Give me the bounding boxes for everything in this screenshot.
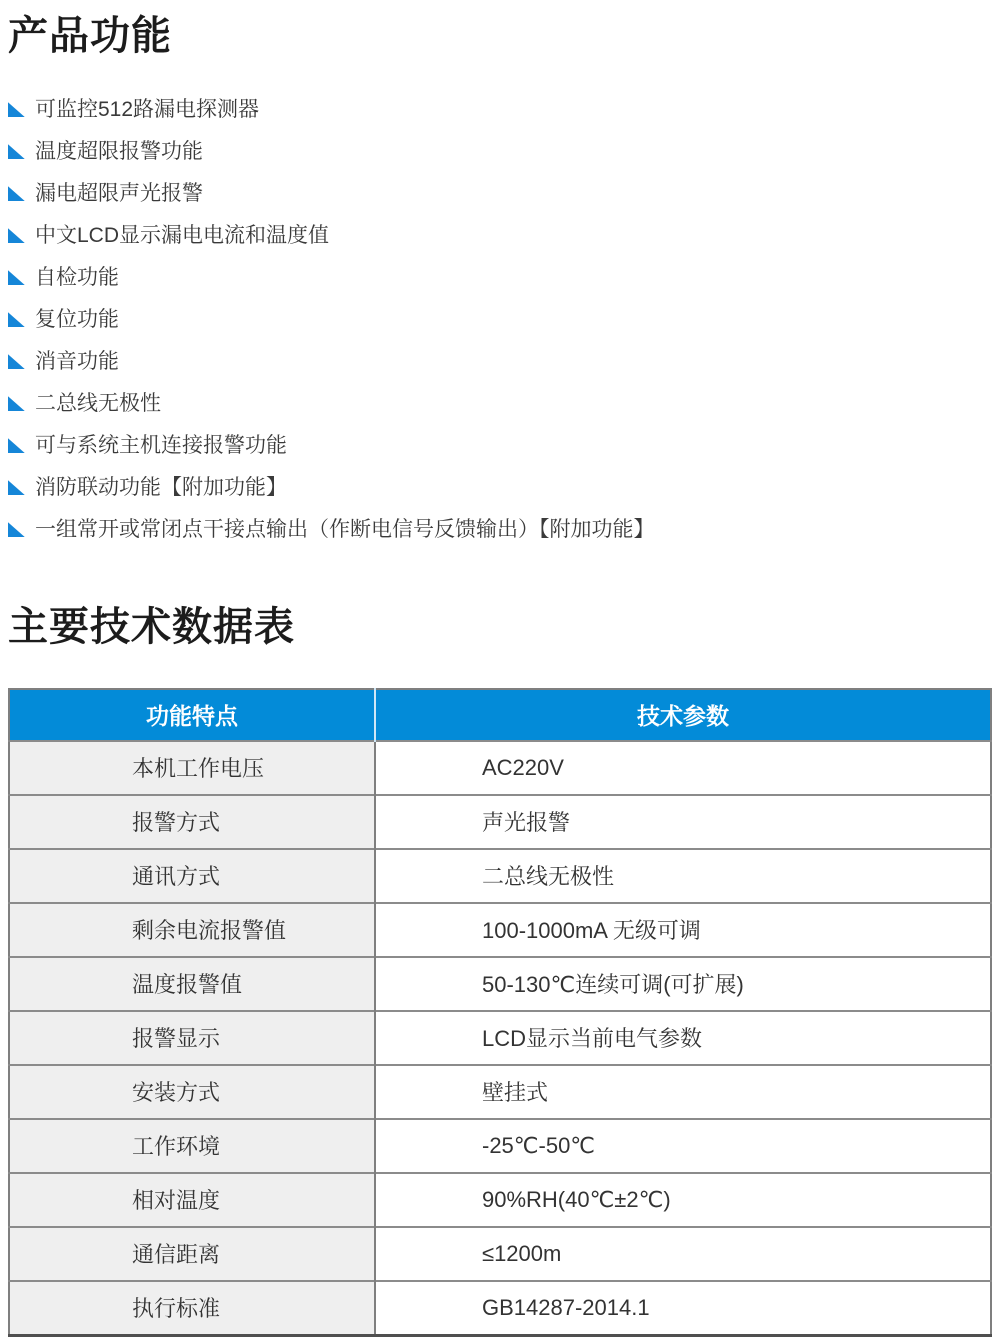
table-row	[9, 1281, 991, 1336]
spec-label: 通讯方式	[9, 849, 375, 903]
feature-item-label: 可与系统主机连接报警功能	[35, 433, 287, 457]
feature-item	[8, 423, 992, 465]
feature-item-label: 自检功能	[35, 265, 119, 289]
feature-item	[8, 339, 992, 381]
column-header-params: 技术参数	[375, 689, 991, 741]
feature-item	[8, 129, 992, 171]
section-title-product-functions: 产品功能	[8, 14, 172, 58]
triangle-bullet-icon	[8, 312, 25, 327]
feature-item-label: 一组常开或常闭点干接点输出（作断电信号反馈输出）【附加功能】	[35, 517, 655, 541]
triangle-bullet-icon	[8, 228, 25, 243]
feature-item	[8, 213, 992, 255]
spec-value: 二总线无极性	[375, 849, 991, 903]
triangle-bullet-icon	[8, 144, 25, 159]
feature-item	[8, 381, 992, 423]
table-row	[9, 1065, 991, 1119]
spec-value: 100-1000mA 无级可调	[375, 903, 991, 957]
spec-label: 相对温度	[9, 1173, 375, 1227]
tech-spec-table	[8, 688, 992, 1337]
spec-value: 壁挂式	[375, 1065, 991, 1119]
spec-value: 50-130℃连续可调(可扩展)	[375, 957, 991, 1011]
table-row	[9, 957, 991, 1011]
table-row	[9, 1173, 991, 1227]
triangle-bullet-icon	[8, 480, 25, 495]
table-row	[9, 1119, 991, 1173]
triangle-bullet-icon	[8, 396, 25, 411]
spec-value: AC220V	[375, 741, 991, 795]
spec-label: 本机工作电压	[9, 741, 375, 795]
feature-item-label: 消防联动功能【附加功能】	[35, 475, 287, 499]
spec-label: 剩余电流报警值	[9, 903, 375, 957]
spec-value: ≤1200m	[375, 1227, 991, 1281]
spec-value: 90%RH(40℃±2℃)	[375, 1173, 991, 1227]
spec-value: GB14287-2014.1	[375, 1281, 991, 1336]
feature-item-label: 复位功能	[35, 307, 119, 331]
feature-item	[8, 297, 992, 339]
spec-value: LCD显示当前电气参数	[375, 1011, 991, 1065]
feature-item-label: 可监控512路漏电探测器	[35, 97, 260, 121]
table-header-row	[9, 689, 991, 741]
feature-item-label: 中文LCD显示漏电电流和温度值	[35, 223, 330, 247]
spec-label: 报警方式	[9, 795, 375, 849]
feature-list	[8, 87, 992, 549]
triangle-bullet-icon	[8, 438, 25, 453]
spec-label: 工作环境	[9, 1119, 375, 1173]
table-row	[9, 849, 991, 903]
spec-label: 报警显示	[9, 1011, 375, 1065]
spec-value: -25℃-50℃	[375, 1119, 991, 1173]
feature-item	[8, 255, 992, 297]
triangle-bullet-icon	[8, 522, 25, 537]
table-row	[9, 1011, 991, 1065]
spec-label: 通信距离	[9, 1227, 375, 1281]
table-row	[9, 795, 991, 849]
spec-label: 安装方式	[9, 1065, 375, 1119]
feature-item	[8, 87, 992, 129]
feature-item-label: 漏电超限声光报警	[35, 181, 203, 205]
triangle-bullet-icon	[8, 354, 25, 369]
spec-value: 声光报警	[375, 795, 991, 849]
feature-item	[8, 171, 992, 213]
spec-label: 执行标准	[9, 1281, 375, 1336]
feature-item-label: 二总线无极性	[35, 391, 161, 415]
feature-item	[8, 507, 992, 549]
triangle-bullet-icon	[8, 102, 25, 117]
feature-item	[8, 465, 992, 507]
section-title-tech-data: 主要技术数据表	[8, 604, 295, 649]
table-row	[9, 903, 991, 957]
triangle-bullet-icon	[8, 186, 25, 201]
triangle-bullet-icon	[8, 270, 25, 285]
feature-item-label: 温度超限报警功能	[35, 139, 203, 163]
table-row	[9, 1227, 991, 1281]
table-row	[9, 741, 991, 795]
spec-label: 温度报警值	[9, 957, 375, 1011]
feature-item-label: 消音功能	[35, 349, 119, 373]
column-header-feature: 功能特点	[9, 689, 375, 741]
